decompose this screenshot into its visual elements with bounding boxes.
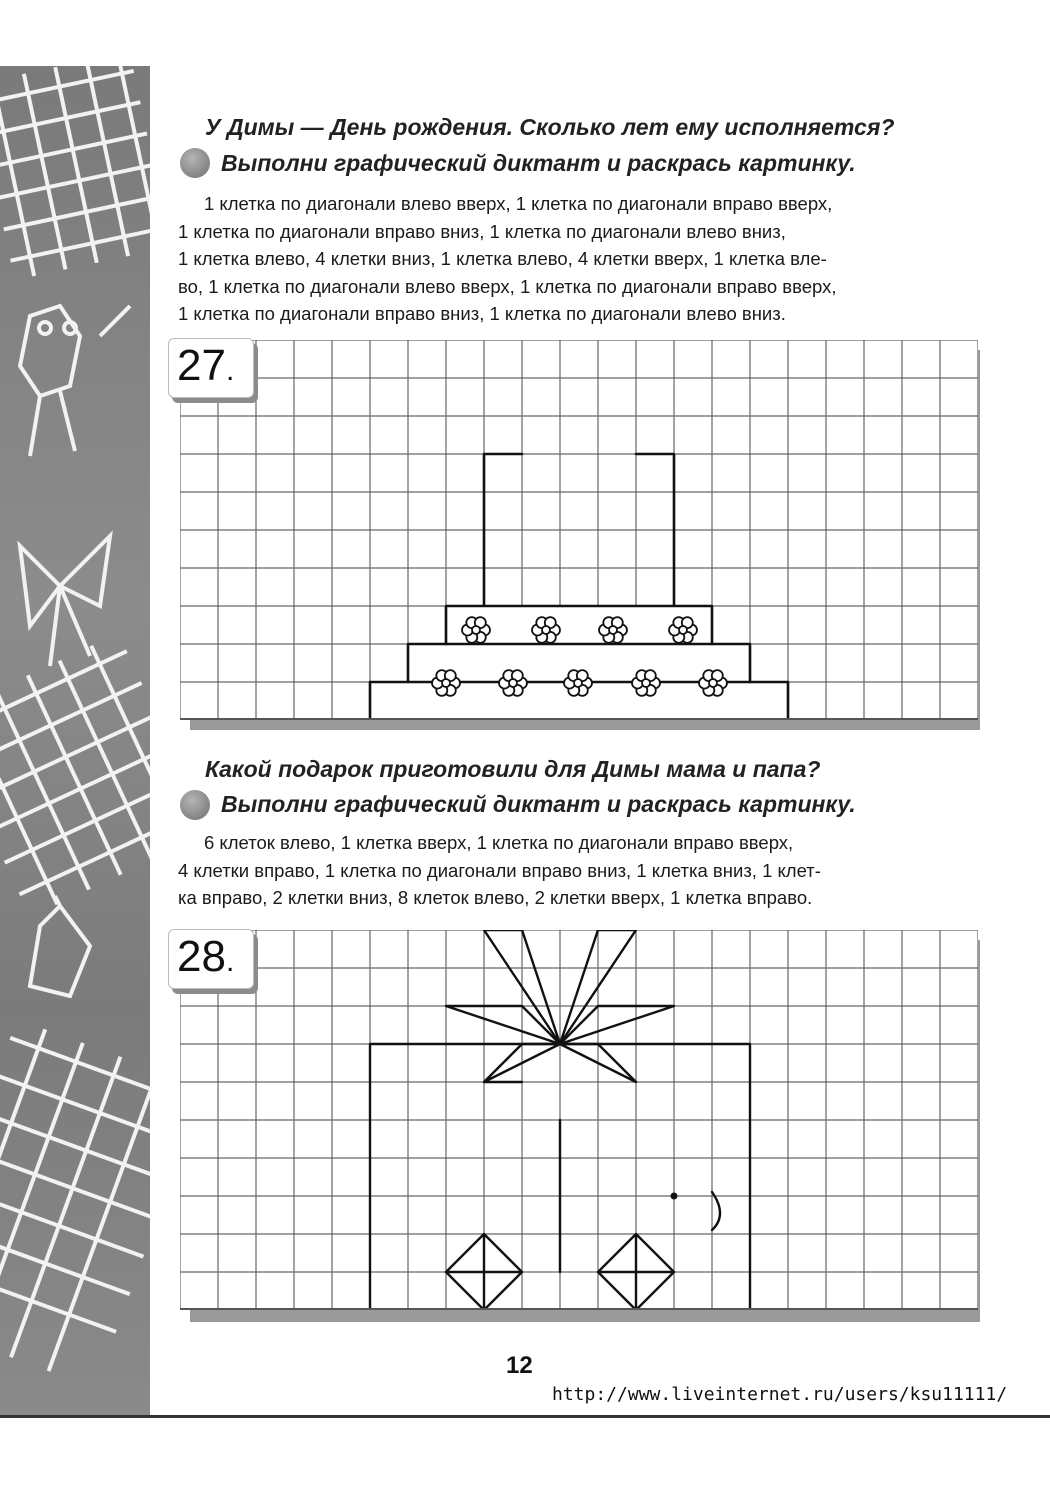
task28-grid (180, 930, 978, 1310)
side-strip-doodles (0, 66, 150, 1416)
task27-instructions (178, 190, 978, 328)
task28-number-badge (168, 929, 254, 989)
flower-icon (499, 670, 527, 696)
instruction-line: 1 клетка по диагонали влево вверх, 1 клетка по диагонали вправо вверх, (204, 193, 833, 214)
task27-subtitle: Выполни графический диктант и раскрась картинку. (221, 150, 856, 176)
bottom-rule (0, 1415, 1050, 1418)
bullet-marker (180, 790, 210, 820)
flower-icon (462, 617, 490, 643)
flower-icon (599, 617, 627, 643)
flower-icon (669, 617, 697, 643)
task27-title: У Димы — День рождения. Сколько лет ему исполняется? (205, 114, 895, 140)
task28-subtitle: Выполни графический диктант и раскрась картинку. (221, 791, 856, 817)
task27-number-badge (168, 338, 254, 398)
decorative-side-strip (0, 66, 150, 1416)
number-dot: . (225, 945, 235, 978)
flower-icon (632, 670, 660, 696)
flower-icon (532, 617, 560, 643)
task28-instructions (178, 829, 978, 912)
number-dot: . (225, 354, 235, 387)
instruction-line: 1 клетка по диагонали вправо вниз, 1 клетка по диагонали влево вниз. (178, 303, 786, 324)
task28-number: 28 (177, 932, 226, 981)
instruction-line: 6 клеток влево, 1 клетка вверх, 1 клетка по диагонали вправо вверх, (204, 832, 794, 853)
instruction-line: 4 клетки вправо, 1 клетка по диагонали вправо вниз, 1 клетка вниз, 1 клет- (178, 859, 821, 881)
instruction-line: ка вправо, 2 клетки вниз, 8 клеток влево, 2 клетки вверх, 1 клетка вправо. (178, 887, 813, 908)
page-number: 12 (506, 1352, 533, 1379)
instruction-line: 1 клетка по диагонали вправо вниз, 1 клетка по диагонали влево вниз, (178, 220, 786, 242)
instruction-line: 1 клетка влево, 4 клетки вниз, 1 клетка влево, 4 клетки вверх, 1 клетка вле- (178, 248, 827, 269)
bullet-marker (180, 148, 210, 178)
flower-icon (699, 670, 727, 696)
start-dot (671, 1193, 678, 1200)
instruction-line: во, 1 клетка по диагонали влево вверх, 1 клетка по диагонали вправо вверх, (178, 275, 837, 297)
flower-icon (432, 670, 460, 696)
source-url: http://www.liveinternet.ru/users/ksu11111/ (552, 1384, 1008, 1405)
task28-title: Какой подарок приготовили для Димы мама и папа? (205, 756, 821, 782)
task27-number: 27 (177, 341, 226, 390)
task27-grid (180, 340, 978, 720)
flower-icon (564, 670, 592, 696)
